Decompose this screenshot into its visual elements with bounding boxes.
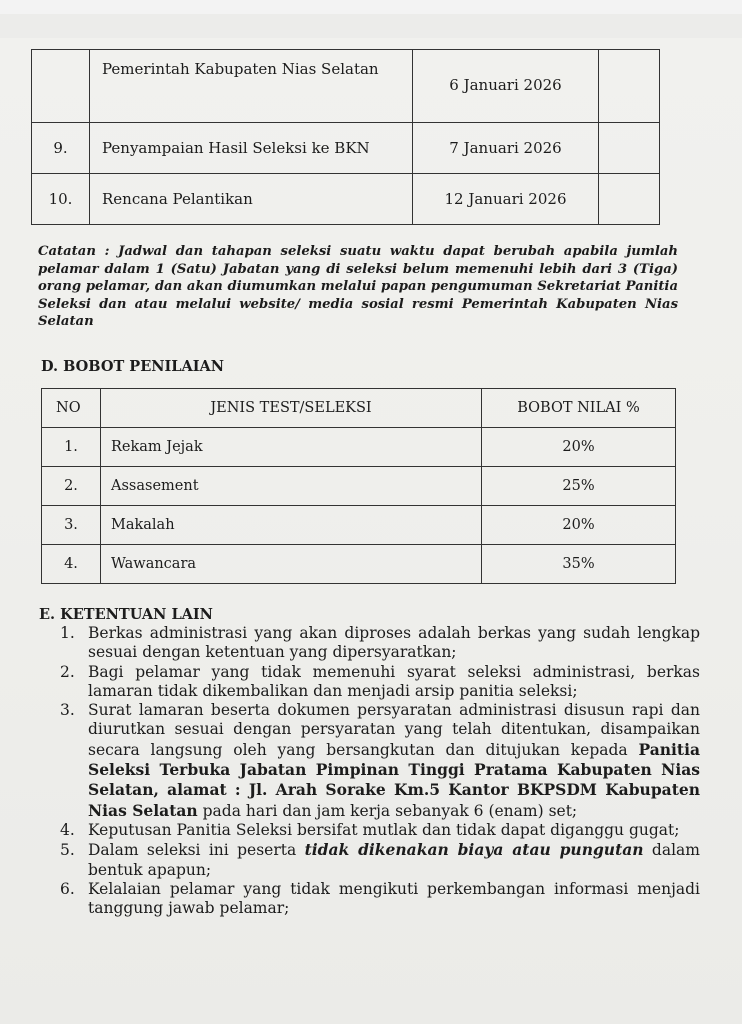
item-text: Berkas administrasi yang akan diproses adalah berkas yang sudah lengkap sesuai dengan ketentuan yang dipersyaratkan;	[88, 624, 700, 662]
ketentuan-list	[60, 624, 700, 918]
item-text: Bagi pelamar yang tidak memenuhi syarat seleksi administrasi, berkas lamaran tidak dikembalikan dan menjadi arsip panitia seleksi;	[88, 662, 700, 700]
bobot-nilai: 25%	[482, 467, 676, 506]
bobot-jenis: Wawancara	[101, 545, 482, 584]
table-row	[42, 467, 676, 506]
header-no: NO	[42, 389, 101, 428]
schedule-no	[32, 50, 90, 123]
schedule-note	[599, 50, 660, 123]
table-row	[42, 428, 676, 467]
item-number: 1.	[60, 624, 75, 642]
bobot-nilai: 20%	[482, 506, 676, 545]
bobot-table	[41, 388, 676, 584]
bobot-no: 1.	[42, 428, 101, 467]
table-row	[42, 545, 676, 584]
item-text: Dalam seleksi ini peserta	[88, 841, 305, 860]
list-item	[60, 880, 700, 919]
list-item	[60, 701, 700, 821]
schedule-no: 9.	[32, 123, 90, 174]
item-text: pada hari dan jam kerja sebanyak 6 (enam) set;	[197, 801, 578, 820]
bobot-jenis: Rekam Jejak	[101, 428, 482, 467]
schedule-activity: Pemerintah Kabupaten Nias Selatan	[90, 50, 413, 123]
bobot-no: 4.	[42, 545, 101, 584]
table-row	[32, 50, 660, 123]
bobot-nilai: 35%	[482, 545, 676, 584]
list-item	[60, 663, 700, 702]
table-row	[42, 506, 676, 545]
item-number: 2.	[60, 662, 75, 681]
item-number: 3.	[60, 701, 75, 720]
schedule-no: 10.	[32, 174, 90, 225]
list-item	[60, 624, 700, 663]
schedule-note	[599, 123, 660, 174]
item-number: 5.	[60, 841, 75, 860]
list-item	[60, 840, 700, 880]
schedule-activity: Rencana Pelantikan	[90, 174, 413, 225]
header-jenis: JENIS TEST/SELEKSI	[101, 389, 482, 428]
item-text-bold-italic: tidak dikenakan biaya atau pungutan	[304, 840, 644, 860]
schedule-date: 12 Januari 2026	[413, 174, 599, 225]
screen-top-band	[0, 0, 742, 14]
schedule-note-paragraph: Catatan : Jadwal dan tahapan seleksi suatu waktu dapat berubah apabila jumlah pelamar dalam 1 (Satu) Jabatan yang di seleksi belum memenuhi lebih dari 3 (Tiga) orang pelamar, dan akan diumumkan melalui papan pengumuman Sekretariat Panitia Seleksi dan atau melalui website/ media sosial resmi Pemerintah Kabupaten Nias Selatan	[38, 244, 678, 329]
section-d-title: D. BOBOT PENILAIAN	[41, 358, 225, 375]
table-header-row	[42, 389, 676, 428]
bobot-jenis: Makalah	[101, 506, 482, 545]
item-text: Keputusan Panitia Seleksi bersifat mutlak dan tidak dapat diganggu gugat;	[88, 820, 680, 839]
section-e-title: E. KETENTUAN LAIN	[39, 606, 213, 623]
table-row	[32, 123, 660, 174]
schedule-date: 7 Januari 2026	[413, 123, 599, 174]
bobot-jenis: Assasement	[101, 467, 482, 506]
item-text: dalam bentuk apapun;	[88, 841, 700, 879]
table-row	[32, 174, 660, 225]
item-text-bold: Panitia Seleksi Terbuka Jabatan Pimpinan Tinggi Pratama Kabupaten Nias Selatan, alamat : Jl. Arah Sorake Km.5 Kantor BKPSDM Kabupaten Nias Selatan	[88, 739, 700, 820]
schedule-note	[599, 174, 660, 225]
list-item	[60, 821, 700, 840]
item-text: Kelalaian pelamar yang tidak mengikuti perkembangan informasi menjadi tanggung jawab pelamar;	[88, 879, 700, 918]
schedule-date: 6 Januari 2026	[413, 50, 599, 123]
item-number: 6.	[60, 879, 75, 898]
bobot-nilai: 20%	[482, 428, 676, 467]
header-nilai: BOBOT NILAI %	[482, 389, 676, 428]
bobot-no: 3.	[42, 506, 101, 545]
schedule-table	[31, 49, 660, 225]
bobot-no: 2.	[42, 467, 101, 506]
item-text: Surat lamaran beserta dokumen persyaratan administrasi disusun rapi dan diurutkan sesuai dengan persyaratan yang telah ditentukan, disampaikan secara langsung oleh yang bersangkutan dan ditujukan kepada	[88, 701, 700, 759]
schedule-activity: Penyampaian Hasil Seleksi ke BKN	[90, 123, 413, 174]
item-number: 4.	[60, 820, 75, 839]
